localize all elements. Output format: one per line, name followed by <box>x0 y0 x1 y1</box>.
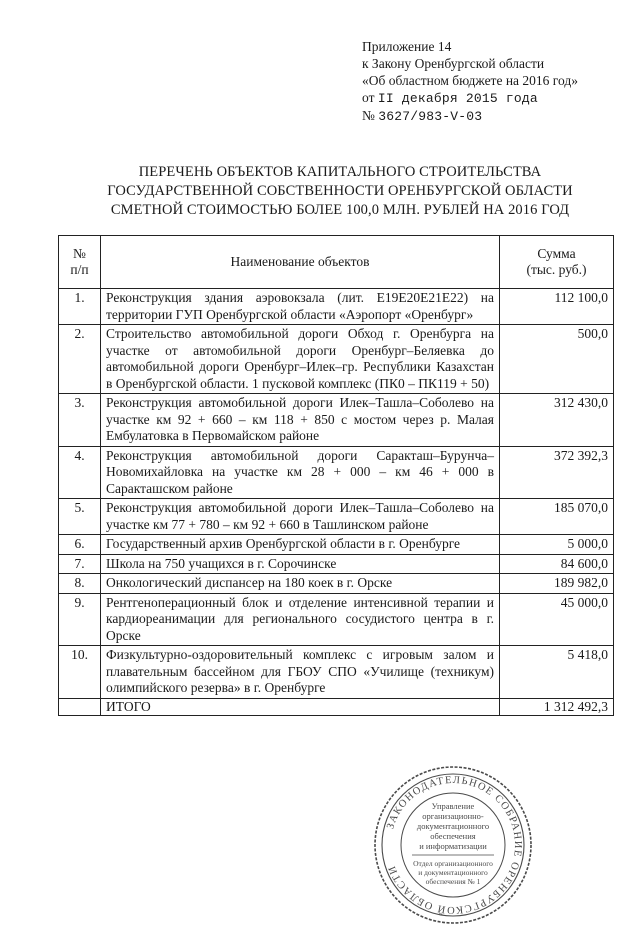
table-row <box>59 394 614 447</box>
table-row <box>59 646 614 699</box>
table-row <box>59 325 614 394</box>
total-row <box>59 698 614 716</box>
appendix-line-2: к Закону Оренбургской области <box>362 56 545 71</box>
row-sum: 5 000,0 <box>500 535 614 555</box>
row-number: 4. <box>59 446 101 499</box>
row-number: 6. <box>59 535 101 555</box>
stamp-seal-graphic <box>372 764 534 926</box>
title-line-2: ГОСУДАРСТВЕННОЙ СОБСТВЕННОСТИ ОРЕНБУРГСКОЙ ОБЛАСТИ <box>107 183 573 199</box>
table-row <box>59 499 614 535</box>
total-label: ИТОГО <box>101 698 500 716</box>
table-row <box>59 289 614 325</box>
stamp-ring-text: ЗАКОНОДАТЕЛЬНОЕ СОБРАНИЕ ОРЕНБУРГСКОЙ ОБЛАСТИ <box>385 774 524 916</box>
row-sum: 372 392,3 <box>500 446 614 499</box>
appendix-number-prefix: № <box>362 108 375 123</box>
row-sum: 112 100,0 <box>500 289 614 325</box>
row-sum: 189 982,0 <box>500 574 614 594</box>
table-row <box>59 446 614 499</box>
title-line-3: СМЕТНОЙ СТОИМОСТЬЮ БОЛЕЕ 100,0 МЛН. РУБЛЕЙ НА 2016 ГОД <box>110 202 570 218</box>
row-number: 1. <box>59 289 101 325</box>
appendix-block <box>362 38 578 125</box>
row-object-name: Реконструкция автомобильной дороги Илек–Ташла–Соболево на участке км 92 + 660 – км 118 + 850 с мостом через р. Малая Ембулатовка в Первомайском районе <box>101 394 500 447</box>
appendix-date-prefix: от <box>362 90 375 105</box>
row-object-name: Реконструкция здания аэровокзала (лит. Е19Е20Е21Е22) на территории ГУП Оренбургской области «Аэропорт «Оренбург» <box>101 289 500 325</box>
total-sum: 1 312 492,3 <box>500 698 614 716</box>
appendix-date-line <box>362 89 578 107</box>
table-row <box>59 593 614 646</box>
document-title <box>40 163 640 220</box>
appendix-number: 3627/983-V-03 <box>378 109 483 124</box>
table-header-row <box>59 236 614 289</box>
svg-text:Отдел организационного: Отдел организационного <box>413 859 493 868</box>
header-num-line-1: № <box>73 245 86 261</box>
row-number: 3. <box>59 394 101 447</box>
header-sum-line-2: (тыс. руб.) <box>526 262 587 277</box>
row-object-name: Рентгеноперационный блок и отделение интенсивной терапии и кардиореанимации для регионального сосудистого центра в г. Орске <box>101 593 500 646</box>
row-object-name: Онкологический диспансер на 180 коек в г. Орске <box>101 574 500 594</box>
table-row <box>59 535 614 555</box>
total-empty-cell <box>59 698 101 716</box>
svg-text:организационно-: организационно- <box>422 811 484 821</box>
table-row <box>59 554 614 574</box>
svg-text:и информатизации: и информатизации <box>419 841 487 851</box>
header-sum <box>500 236 614 289</box>
row-object-name: Реконструкция автомобильной дороги Саракташ–Бурунча–Новомихайловка на участке км 28 + 000 – км 46 + 000 в Саракташском районе <box>101 446 500 499</box>
row-number: 2. <box>59 325 101 394</box>
header-num <box>59 236 101 289</box>
row-number: 7. <box>59 554 101 574</box>
row-number: 9. <box>59 593 101 646</box>
row-object-name: Школа на 750 учащихся в г. Сорочинске <box>101 554 500 574</box>
row-object-name: Физкультурно-оздоровительный комплекс с игровым залом и плавательным бассейном для ГБОУ СПО «Училище (техникум) олимпийского резерва» в г. Оренбурге <box>101 646 500 699</box>
table-row <box>59 574 614 594</box>
stamp-inner-text <box>412 801 494 886</box>
svg-text:документационного: документационного <box>416 821 490 831</box>
header-name: Наименование объектов <box>101 236 500 289</box>
row-number: 10. <box>59 646 101 699</box>
official-stamp <box>372 764 534 926</box>
row-sum: 5 418,0 <box>500 646 614 699</box>
row-object-name: Строительство автомобильной дороги Обход г. Оренбурга на участке от автомобильной дороги Оренбург–Беляевка до автомобильной дороги Оренбург–Илек–гр. Республики Казахстан в Оренбургской области. 1 пусковой комплекс (ПК0 – ПК119 + 50) <box>101 325 500 394</box>
svg-text:Управление: Управление <box>431 801 475 811</box>
header-num-line-2: п/п <box>70 262 89 277</box>
row-sum: 185 070,0 <box>500 499 614 535</box>
row-sum: 500,0 <box>500 325 614 394</box>
appendix-line-3: «Об областном бюджете на 2016 год» <box>362 73 578 88</box>
row-sum: 312 430,0 <box>500 394 614 447</box>
row-sum: 45 000,0 <box>500 593 614 646</box>
row-object-name: Реконструкция автомобильной дороги Илек–Ташла–Соболево на участке км 77 + 780 – км 92 + 660 в Ташлинском районе <box>101 499 500 535</box>
row-sum: 84 600,0 <box>500 554 614 574</box>
svg-text:обеспечения № 1: обеспечения № 1 <box>425 877 481 886</box>
objects-table <box>58 235 614 716</box>
title-line-1: ПЕРЕЧЕНЬ ОБЪЕКТОВ КАПИТАЛЬНОГО СТРОИТЕЛЬСТВА <box>138 164 542 180</box>
appendix-line-1: Приложение 14 <box>362 39 452 54</box>
header-sum-line-1: Сумма <box>537 245 576 261</box>
row-number: 5. <box>59 499 101 535</box>
appendix-number-line <box>362 107 578 125</box>
row-object-name: Государственный архив Оренбургской области в г. Оренбурге <box>101 535 500 555</box>
svg-text:и документационного: и документационного <box>418 868 488 877</box>
svg-text:обеспечения: обеспечения <box>430 831 476 841</box>
row-number: 8. <box>59 574 101 594</box>
appendix-date: II декабря 2015 года <box>377 91 538 106</box>
